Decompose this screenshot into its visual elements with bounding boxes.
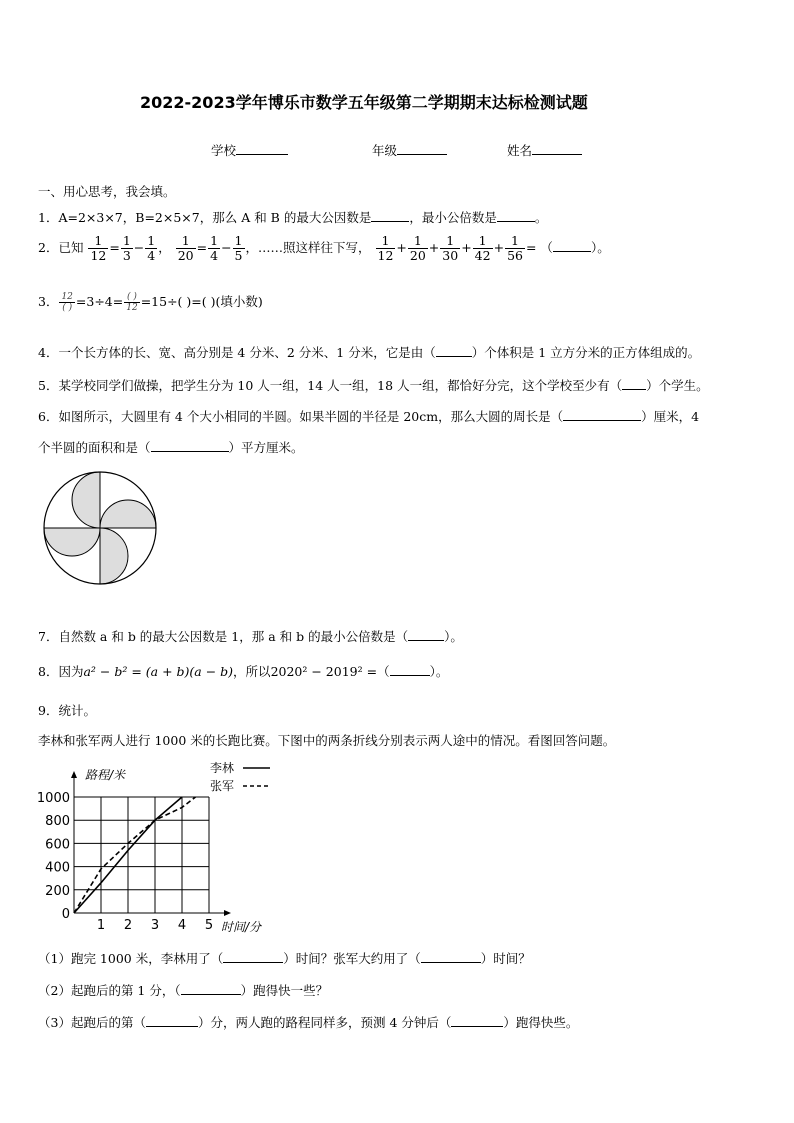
y-axis-label: 路程/米 <box>85 768 126 782</box>
page-title: 2022-2023学年博乐市数学五年级第二学期期末达标检测试题 <box>140 93 588 112</box>
q6-blank-1[interactable] <box>563 420 641 421</box>
shaded-semicircle-top <box>72 472 100 528</box>
question-7: 7．自然数 a 和 b 的最大公因数是 1，那 a 和 b 的最小公倍数是（ ）。 <box>38 629 463 644</box>
x-axis-label: 时间/分 <box>221 920 262 934</box>
sub-question-1: （1）跑完 1000 米，李林用了（ ）时间？张军大约用了（ ）时间？ <box>38 951 531 966</box>
y-tick-label: 1000 <box>36 791 70 806</box>
school-label: 学校 <box>211 143 237 158</box>
x-tick-label: 1 <box>96 918 106 933</box>
question-5: 5．某学校同学们做操，把学生分为 10 人一组，14 人一组，18 人一组，都恰好分完，这个学校至少有（ ）个学生。 <box>38 378 709 393</box>
q8-blank[interactable] <box>390 675 430 676</box>
question-1: 1．A=2×3×7，B=2×5×7，那么 A 和 B 的最大公因数是 ，最小公倍数是 。 <box>38 210 548 225</box>
question-9: 9．统计。 <box>38 703 96 718</box>
q6-blank-2[interactable] <box>151 451 229 452</box>
x-tick-label: 5 <box>204 918 214 933</box>
question-2: 2．已知 $\frac{1}{12}$ = $\frac{1}{3}$ − $\frac{1}{4}$ ， $\frac{1}{20}$ = $\frac{1}{4}$ − $\frac{1}{5}$ ，……照这样往下写， $\frac{1}{12}$ + $\frac{1}{20}$ + $\frac{1}{30}$ + $\frac{1}{42}$ + $\frac{1}{56}$ = （ ）。 <box>38 233 610 263</box>
legend-label: 李林 <box>210 761 235 775</box>
legend-label: 张军 <box>210 779 235 793</box>
q4-blank[interactable] <box>436 356 472 357</box>
y-tick-label: 800 <box>45 814 70 830</box>
shaded-semicircle-bottom <box>100 528 128 584</box>
y-axis-arrow <box>71 771 77 778</box>
grade-label: 年级 <box>372 143 398 158</box>
school-field[interactable] <box>211 141 288 159</box>
question-8: 8．因为a² − b² = (a + b)(a − b)，所以2020² − 2019² =（ ）。 <box>38 664 449 679</box>
y-tick-label: 400 <box>45 860 70 876</box>
question-4: 4．一个长方体的长、宽、高分别是 4 分米、2 分米、1 分米，它是由（ ）个体积是 1 立方分米的正方体组成的。 <box>38 345 701 360</box>
y-tick-label: 0 <box>61 907 70 922</box>
x-tick-label: 4 <box>177 918 187 933</box>
q1-blank-lcm[interactable] <box>497 221 535 222</box>
shaded-semicircle-left <box>44 528 100 556</box>
q1-blank-gcd[interactable] <box>371 221 409 222</box>
race-line-chart <box>30 756 290 936</box>
question-3: 3． $\frac{12}{( )}$ =3÷4= $\frac{( )}{12}$ =15÷( )=( )(填小数) <box>38 292 263 313</box>
sub2-blank[interactable] <box>181 994 241 995</box>
question-9-description: 李林和张军两人进行 1000 米的长跑比赛。下图中的两条折线分别表示两人途中的情况。看图回答问题。 <box>38 733 616 748</box>
sub3-blank-1[interactable] <box>146 1026 198 1027</box>
section-heading: 一、用心思考，我会填。 <box>38 184 176 199</box>
q5-blank[interactable] <box>622 389 646 390</box>
x-axis-arrow <box>224 910 231 916</box>
sub1-blank-1[interactable] <box>223 962 283 963</box>
sub-question-3: （3）起跑后的第（ ）分，两人跑的路程同样多，预测 4 分钟后（ ）跑得快些。 <box>38 1015 579 1030</box>
name-field[interactable] <box>507 141 582 159</box>
circle-figure <box>40 468 160 588</box>
sub1-blank-2[interactable] <box>421 962 481 963</box>
grade-field[interactable] <box>372 141 447 159</box>
question-6-line2: 个半圆的面积和是（ ）平方厘米。 <box>38 440 304 455</box>
sub-question-2: （2）起跑后的第 1 分，（ ）跑得快一些？ <box>38 983 329 998</box>
series-line-2 <box>74 797 196 913</box>
x-tick-label: 2 <box>123 918 133 933</box>
y-tick-label: 200 <box>45 883 70 899</box>
y-tick-label: 600 <box>45 837 70 853</box>
name-label: 姓名 <box>507 143 533 158</box>
shaded-semicircle-right <box>100 500 156 528</box>
sub3-blank-2[interactable] <box>451 1026 503 1027</box>
q7-blank[interactable] <box>408 640 444 641</box>
q2-blank[interactable] <box>553 251 591 252</box>
question-6-line1: 6．如图所示，大圆里有 4 个大小相同的半圆。如果半圆的半径是 20cm，那么大圆的周长是（ ）厘米，4 <box>38 409 700 424</box>
x-tick-label: 3 <box>150 918 160 933</box>
